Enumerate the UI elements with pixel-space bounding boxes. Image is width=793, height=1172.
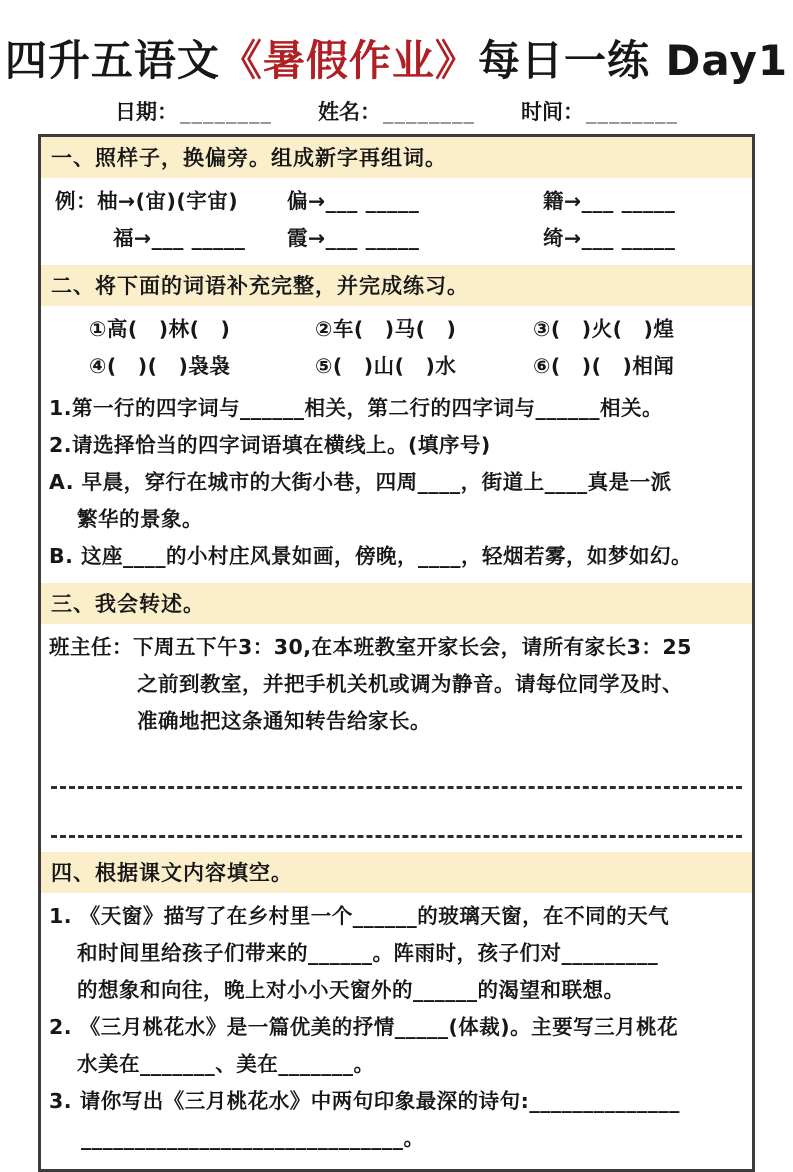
question-line: 水美在_______、美在_______。 [77,1052,375,1076]
section-3-header: 三、我会转述。 [41,583,752,624]
notice-line: 班主任：下周五下午3：30,在本班教室开家长会，请所有家长3：25 [49,635,692,659]
info-row [0,96,793,126]
idiom-item: ②车( )马( ) [315,317,457,341]
section-4-header: 四、根据课文内容填空。 [41,852,752,893]
question-line: 1.第一行的四字词与______相关，第二行的四字词与______相关。 [49,396,664,420]
title-right: 每日一练 Day1 [477,36,789,85]
date-blank: ________ [180,100,272,124]
page-title [0,0,793,88]
notice-line: 准确地把这条通知转告给家长。 [137,709,431,733]
fill-item: 霞→___ _____ [287,226,420,250]
notice-line: 之前到教室，并把手机关机或调为静音。请每位同学及时、 [137,672,683,696]
name-field [318,96,475,126]
fill-item: 福→___ _____ [113,226,246,250]
fill-item: 绮→___ _____ [543,226,676,250]
section-1-row [41,220,752,257]
section-2-header: 二、将下面的词语补充完整，并完成练习。 [41,265,752,306]
question-line: A. 早晨，穿行在城市的大街小巷，四周____，街道上____真是一派 [49,470,672,494]
idiom-item: ④( )( )袅袅 [89,354,231,378]
name-blank: ________ [383,100,475,124]
fill-item: 籍→___ _____ [543,189,676,213]
answer-line [51,786,742,789]
question-line: ______________________________。 [81,1126,425,1150]
section-1-example-row [41,183,752,220]
example-item: 例：柚→(宙)(宇宙) [55,189,239,213]
time-blank: ________ [586,100,678,124]
title-highlight: 《暑假作业》 [219,36,478,85]
section-2-row [41,311,752,348]
date-field [115,96,272,126]
fill-item: 偏→___ _____ [287,189,420,213]
name-label: 姓名： [318,100,381,124]
question-line: B. 这座____的小村庄风景如画，傍晚，____，轻烟若雾，如梦如幻。 [49,544,693,568]
idiom-item: ①高( )林( ) [89,317,231,341]
title-left: 四升五语文 [4,36,220,85]
section-1-header: 一、照样子，换偏旁。组成新字再组词。 [41,137,752,178]
question-line: 繁华的景象。 [77,507,203,531]
time-label: 时间： [521,100,584,124]
answer-line [51,835,742,838]
time-field [521,96,678,126]
idiom-item: ③( )火( )煌 [533,317,675,341]
question-line: 的想象和向往，晚上对小小天窗外的______的渴望和联想。 [77,978,625,1002]
question-line: 3. 请你写出《三月桃花水》中两句印象最深的诗句:______________ [49,1089,680,1113]
question-line: 2.请选择恰当的四字词语填在横线上。(填序号) [49,433,491,457]
idiom-item: ⑥( )( )相闻 [533,354,675,378]
question-line: 2. 《三月桃花水》是一篇优美的抒情_____(体裁)。主要写三月桃花 [49,1015,679,1039]
worksheet-box [38,134,755,1172]
date-label: 日期： [115,100,178,124]
idiom-item: ⑤( )山( )水 [315,354,457,378]
question-line: 和时间里给孩子们带来的______。阵雨时，孩子们对_________ [77,941,659,965]
question-line: 1. 《天窗》描写了在乡村里一个______的玻璃天窗，在不同的天气 [49,904,670,928]
section-2-row [41,348,752,385]
